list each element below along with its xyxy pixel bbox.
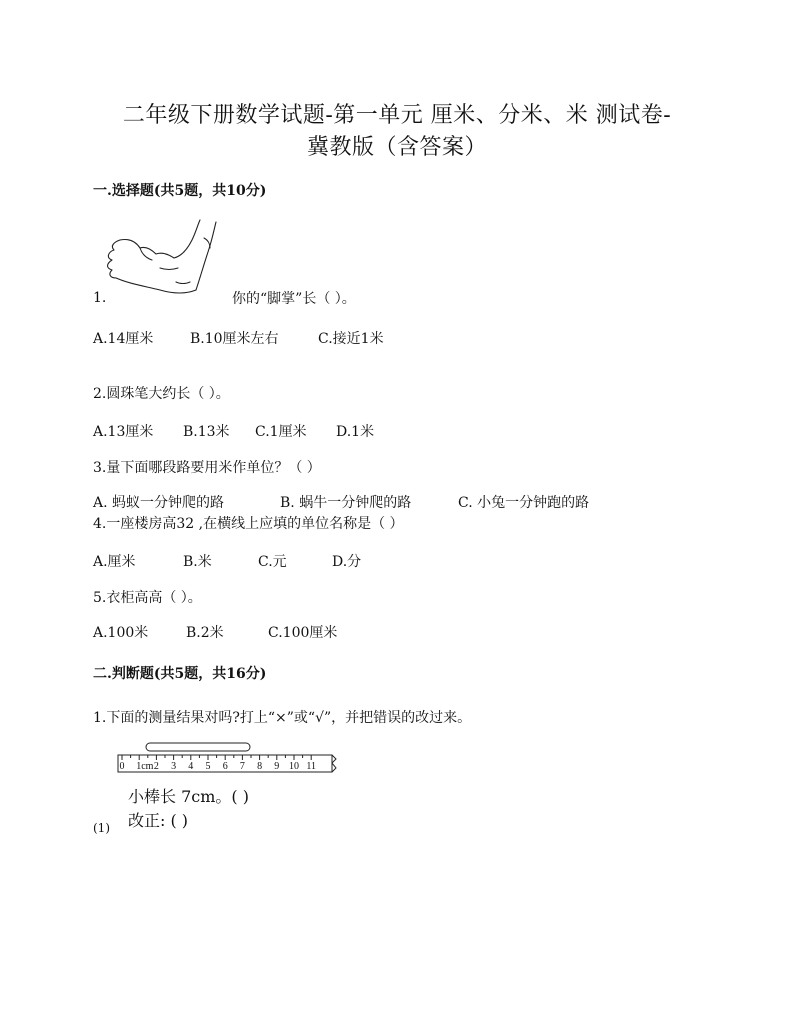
section-heading-judgement: 二.判断题(共5题，共16分): [93, 666, 267, 682]
s2-q1-stem: 1.下面的测量结果对吗?打上“×”或“√”，并把错误的改过来。: [93, 710, 472, 726]
ruler-label: 6: [222, 761, 228, 772]
q5-option-b: B.2米: [186, 625, 224, 641]
ruler-label: 8: [257, 761, 263, 772]
q4-stem: 4.一座楼房高32 ,在横线上应填的单位名称是（ ）: [93, 516, 404, 532]
s2-q1-sub-label: (1): [93, 821, 110, 835]
s2-q1-line1: 小棒长 7cm。( ): [128, 787, 249, 806]
q2-option-b: B.13米: [183, 424, 230, 440]
section-heading-choice: 一.选择题(共5题，共10分): [93, 183, 267, 199]
q2-option-a: A.13厘米: [93, 424, 154, 440]
foot-sketch-image: [100, 218, 230, 300]
q1-number: 1.: [93, 290, 107, 306]
ruler-label: 0: [119, 761, 125, 772]
q4-option-b: B.米: [183, 554, 212, 570]
q2-stem: 2.圆珠笔大约长（ ）。: [93, 386, 230, 402]
q1-stem: 你的“脚掌”长（ ）。: [232, 291, 356, 307]
ruler-label: 3: [171, 761, 177, 772]
q5-stem: 5.衣柜高高（ ）。: [93, 590, 202, 606]
q3-option-a: A. 蚂蚁一分钟爬的路: [93, 495, 225, 511]
q4-option-a: A.厘米: [93, 554, 136, 570]
ruler-label: 11: [306, 761, 317, 772]
stick-bar: [146, 743, 250, 751]
page-title-line1: 二年级下册数学试题-第一单元 厘米、分米、米 测试卷-: [122, 103, 672, 128]
q5-option-c: C.100厘米: [268, 625, 338, 641]
q3-option-b: B. 蜗牛一分钟爬的路: [280, 495, 412, 511]
ruler-label: 5: [205, 761, 211, 772]
q1-option-b: B.10厘米左右: [190, 331, 279, 347]
q5-option-a: A.100米: [93, 625, 149, 641]
s2-q1-line2: 改正: ( ): [128, 811, 189, 830]
q2-option-d: D.1米: [336, 424, 375, 440]
ruler-edge: [332, 755, 336, 772]
q3-stem: 3.量下面哪段路要用米作单位？（ ）: [93, 460, 321, 476]
q1-option-c: C.接近1米: [318, 331, 384, 347]
q2-option-c: C.1厘米: [255, 424, 307, 440]
ruler-label: 9: [274, 761, 280, 772]
ruler-label: 10: [289, 761, 299, 772]
ruler-figure: [116, 740, 340, 778]
page-title-line2: 冀教版（含答案）: [306, 135, 487, 160]
ruler-label: 1cm: [136, 761, 154, 772]
ruler-label: 2: [153, 761, 159, 772]
q4-option-c: C.元: [258, 554, 287, 570]
q1-option-a: A.14厘米: [93, 331, 154, 347]
q4-option-d: D.分: [332, 554, 362, 570]
ruler-label: 4: [188, 761, 194, 772]
q3-option-c: C. 小兔一分钟跑的路: [458, 495, 590, 511]
ruler-label: 7: [239, 761, 245, 772]
